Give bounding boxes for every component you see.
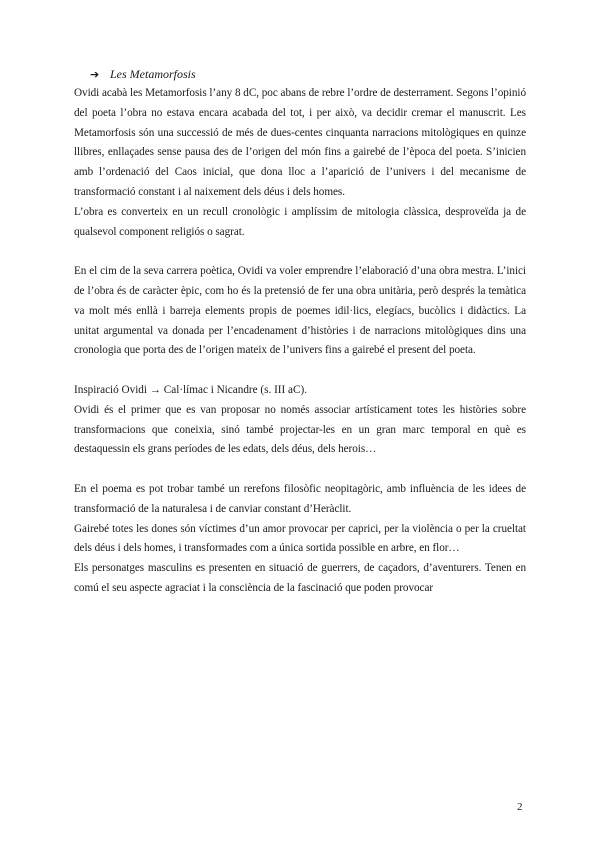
paragraph-philosophy: En el poema es pot trobar també un rerefons filosòfic neopitagòric, amb influència de les idees de transformació de la naturalesa i de canviar constant d’Heràclit.: [74, 482, 526, 515]
page-number: 2: [517, 801, 523, 813]
paragraph-origin: Ovidi acabà les Metamorfosis l’any 8 dC, poc abans de rebre l’ordre de desterrament. Segons l’opinió del poeta l’obra no estava encara acabada del tot, i per això, va decidir cremar el manuscrit. Les Metamorfosis són una successió de més de dues-centes cinquanta narracions mitològiques en quinze llibres, enllaçades sense pausa des de l’origen del món fins a gairebé de l’època del poeta. S’inicien amb l’ordenació del Caos inicial, que dona lloc a l’aparició de l’univers i del mecanisme de transformació constant i al naixement dels déus i dels homes.: [74, 87, 526, 198]
section-heading: [90, 64, 526, 84]
paragraph-men: Els personatges masculins es presenten en situació de guerrers, de caçadors, d’aventurers. Tenen en comú el seu aspecte agraciat i la consciència de la fascinació que poden provocar: [74, 562, 526, 594]
inspiration-line: Inspiració Ovidi → Cal·límac i Nicandre (s. III aC).: [74, 383, 307, 396]
paragraph-first: Ovidi és el primer que es van proposar no només associar artísticament totes les històries sobre transformacions que coneixia, sinó també projectar-les en un gran marc temporal en què es destaquessin els grans períodes de les edats, dels déus, dels herois…: [74, 403, 526, 456]
paragraph-career: En el cim de la seva carrera poètica, Ovidi va voler emprendre l’elaboració d’una obra mestra. L’inici de l’obra és de caràcter èpic, com ho és la pretensió de fer una obra unitària, però després la temàtica va molt més enllà i barreja elements propis de poemes idil·lics, elegíacs, bucòlics i didàctics. La unitat argumental va donada per l’encadenament d’històries i de narracions mitològiques dins una cronologia que porta des de l’origen mateix de l’univers fins a gairebé el present del poeta.: [74, 265, 526, 357]
paragraph-women: Gairebé totes les dones són víctimes d’un amor provocar per caprici, per la violència o per la crueltat dels déus i dels homes, i transformades com a única sortida possible en arbre, en flor…: [74, 522, 526, 555]
paragraph-gap: [74, 361, 526, 381]
arrow-right-icon: ➔: [90, 68, 100, 81]
paragraph-gap: [74, 460, 526, 480]
paragraph-gap: [74, 242, 526, 262]
paragraph-chronology: L’obra es converteix en un recull cronològic i amplíssim de mitologia clàssica, desproveïda ja de qualsevol component religiós o sagrat.: [74, 205, 526, 238]
section-title: Les Metamorfosis: [110, 67, 196, 81]
document-page: [74, 64, 526, 599]
